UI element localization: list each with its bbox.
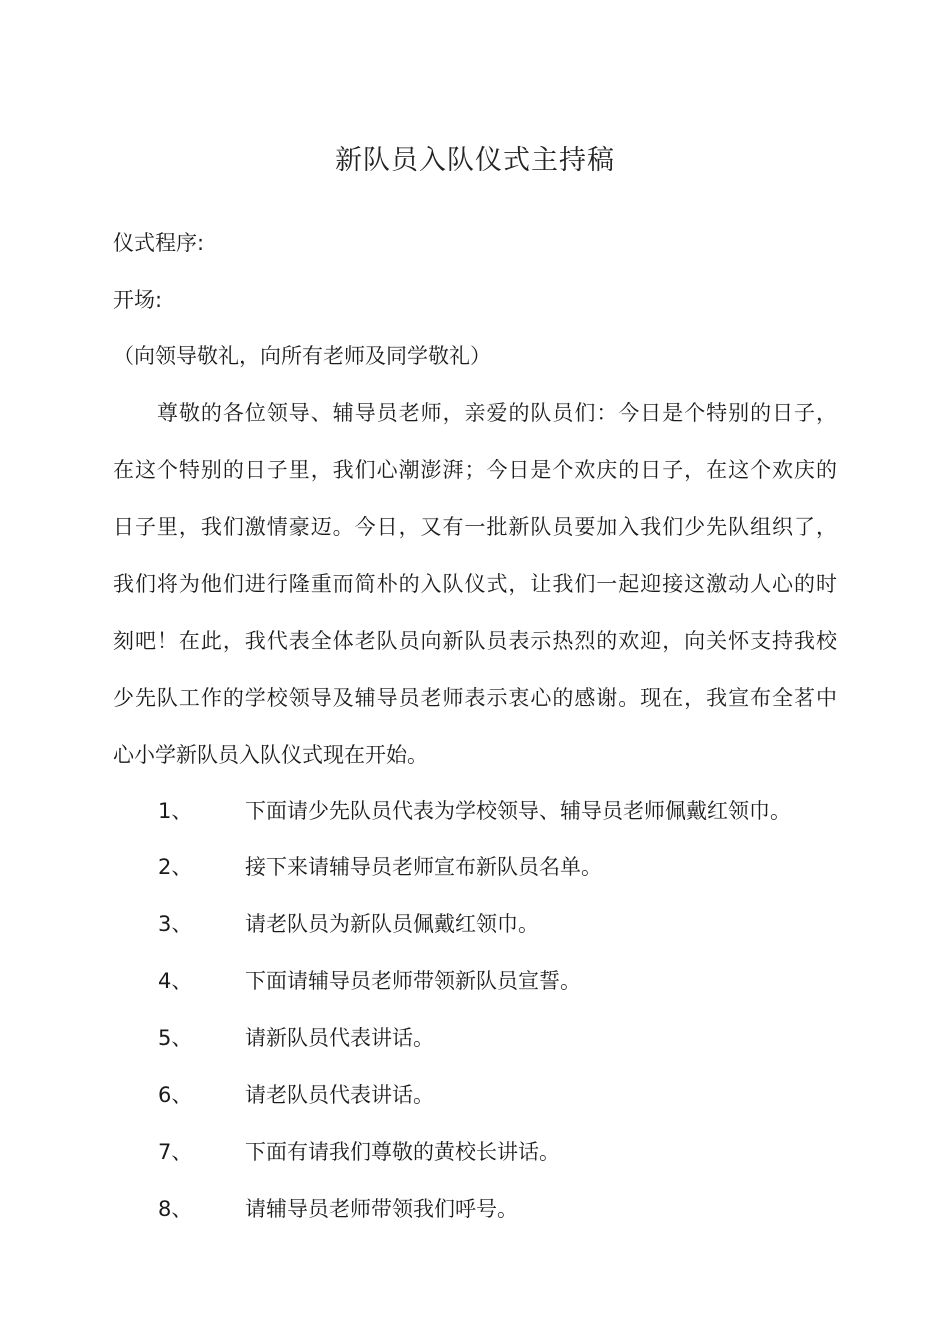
step-number: 2、	[158, 855, 193, 879]
speech-line: 日子里，我们激情豪迈。今日，又有一批新队员要加入我们少先队组织了，	[113, 515, 837, 539]
step-number: 3、	[158, 912, 193, 936]
speech-line: 在这个特别的日子里，我们心潮澎湃；今日是个欢庆的日子，在这个欢庆的	[113, 458, 837, 482]
step-number: 1、	[158, 799, 193, 823]
list-item	[158, 1023, 434, 1053]
speech-line: 刻吧！在此，我代表全体老队员向新队员表示热烈的欢迎，向关怀支持我校	[113, 629, 837, 653]
list-item	[158, 1194, 518, 1224]
program-label: 仪式程序:	[113, 231, 205, 255]
step-text: 请老队员为新队员佩戴红领巾。	[245, 912, 539, 936]
step-text: 下面请辅导员老师带领新队员宣誓。	[245, 969, 581, 993]
speech-line: 少先队工作的学校领导及辅导员老师表示衷心的感谢。现在，我宣布全茗中	[113, 686, 837, 710]
step-text: 请新队员代表讲话。	[245, 1026, 434, 1050]
list-item	[158, 909, 539, 939]
step-text: 请辅导员老师带领我们呼号。	[245, 1197, 518, 1221]
step-number: 7、	[158, 1140, 193, 1164]
step-text: 接下来请辅导员老师宣布新队员名单。	[245, 855, 602, 879]
step-text: 请老队员代表讲话。	[245, 1083, 434, 1107]
step-number: 5、	[158, 1026, 193, 1050]
salute-note: （向领导敬礼，向所有老师及同学敬礼）	[113, 344, 491, 368]
step-text: 下面请少先队员代表为学校领导、辅导员老师佩戴红领巾。	[245, 799, 791, 823]
speech-line: 心小学新队员入队仪式现在开始。	[113, 743, 428, 767]
document-title: 新队员入队仪式主持稿	[335, 145, 615, 176]
step-number: 6、	[158, 1083, 193, 1107]
step-text: 下面有请我们尊敬的黄校长讲话。	[245, 1140, 560, 1164]
list-item	[158, 1080, 434, 1110]
list-item	[158, 1137, 560, 1167]
list-item	[158, 796, 791, 826]
step-number: 4、	[158, 969, 193, 993]
opening-label: 开场:	[113, 288, 163, 312]
list-item	[158, 966, 581, 996]
list-item	[158, 852, 602, 882]
step-number: 8、	[158, 1197, 193, 1221]
speech-line: 尊敬的各位领导、辅导员老师，亲爱的队员们：今日是个特别的日子，	[157, 401, 837, 425]
speech-line: 我们将为他们进行隆重而简朴的入队仪式，让我们一起迎接这激动人心的时	[113, 572, 837, 596]
